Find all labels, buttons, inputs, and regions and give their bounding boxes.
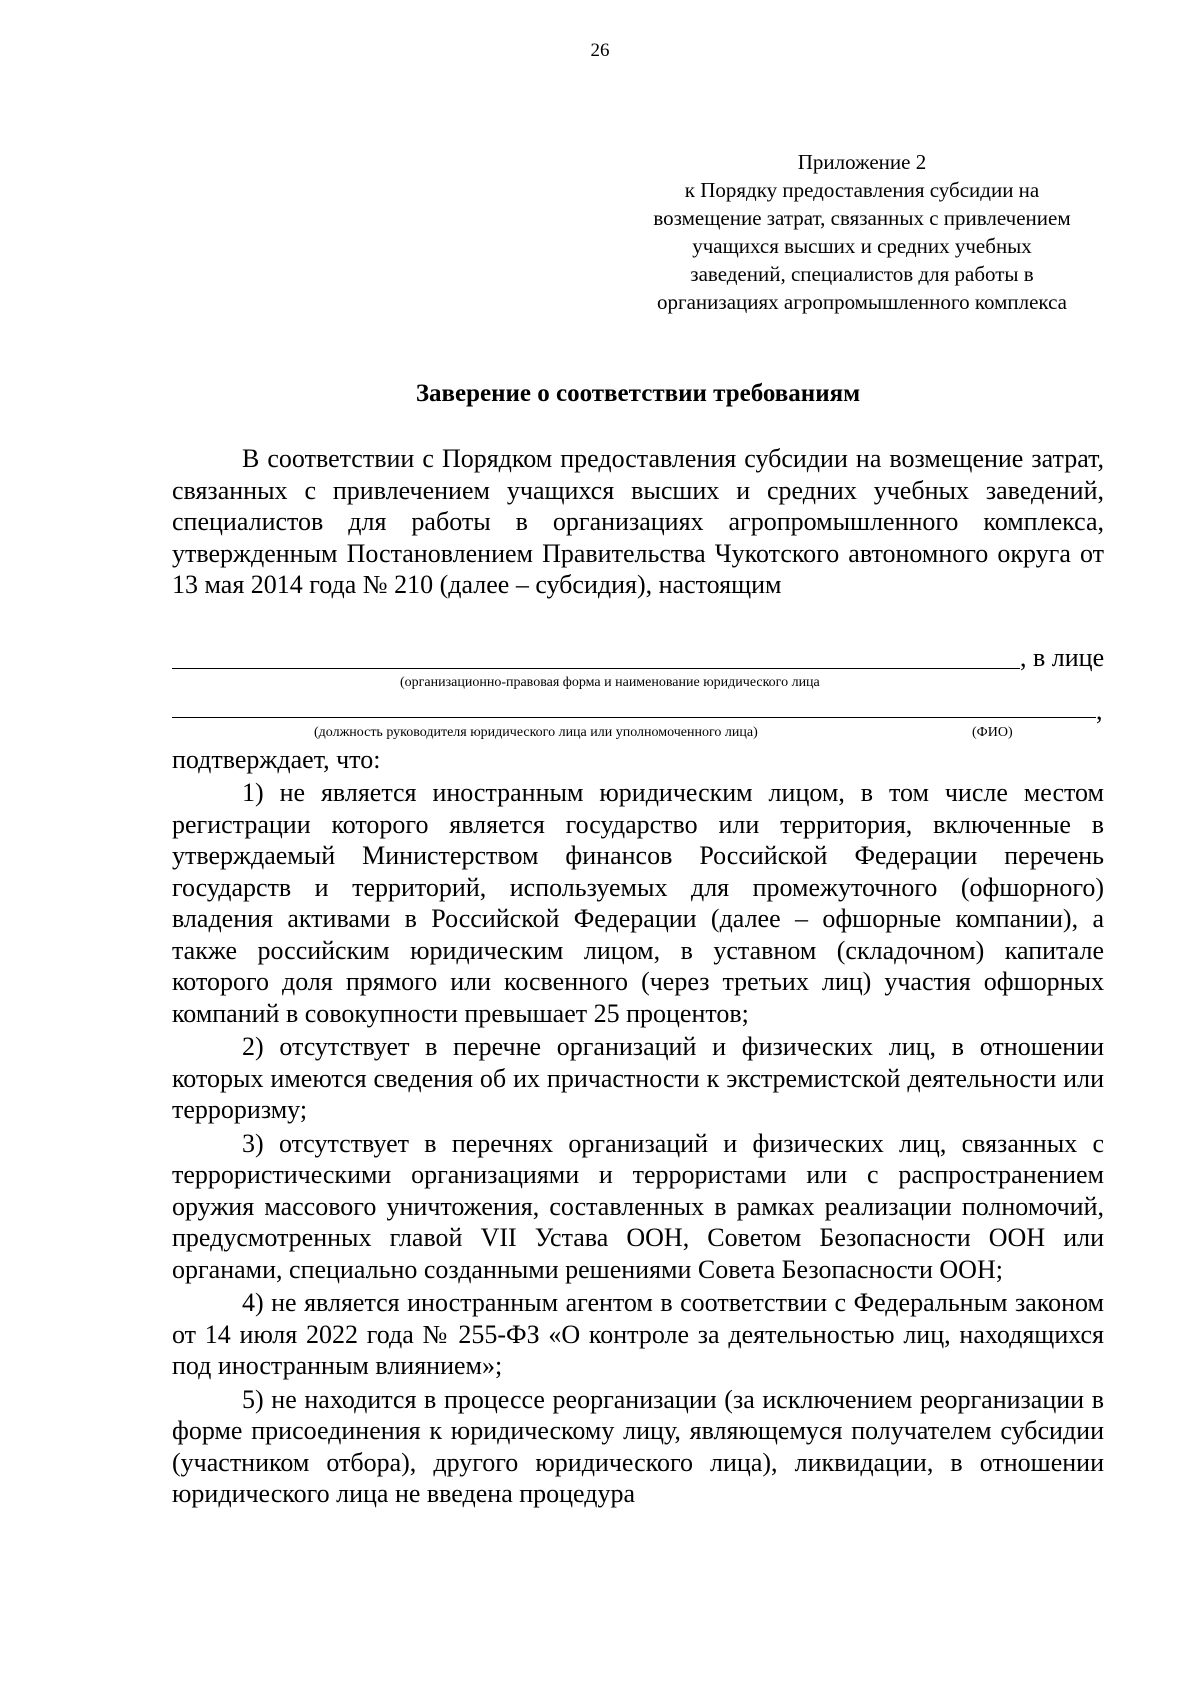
organization-line-suffix: , в лице <box>1020 643 1105 672</box>
requirement-item: 5) не находится в процессе реорганизации (за исключением реорганизации в форме присоединения к юридическому лицу, являющемуся получателем субсидии (участником отбора), другого юридического лица), ликвидации, в отношении юридического лица не введена процедура <box>172 1384 1104 1508</box>
appendix-line: к Порядку предоставления субсидии на <box>684 178 1040 202</box>
appendix-line: организациях агропромышленного комплекса <box>656 290 1067 314</box>
requirements-list <box>172 777 1104 1512</box>
intro-paragraph: В соответствии с Порядком предоставления субсидии на возмещение затрат, связанных с привлечением учащихся высших и средних учебных заведений, специалистов для работы в организациях агропромышленного комплекса, утвержденным Постановлением Правительства Чукотского автономного округа от 13 мая 2014 года № 210 (далее – субсидия), настоящим <box>172 444 1104 599</box>
representative-blank[interactable] <box>172 717 1096 718</box>
requirement-item: 4) не является иностранным агентом в соответствии с Федеральным законом от 14 июля 2022 года № 255-ФЗ «О контроле за деятельностью лиц, находящихся под иностранным влиянием»; <box>172 1288 1104 1380</box>
appendix-line: возмещение затрат, связанных с привлечением <box>653 206 1071 230</box>
appendix-line: заведений, специалистов для работы в <box>690 262 1034 286</box>
appendix-line: Приложение 2 <box>797 150 927 174</box>
requirement-item: 3) отсутствует в перечнях организаций и физических лиц, связанных с террористическими организациями и террористами или с распространением оружия массового уничтожения, составленных в рамках реализации полномочий, предусмотренных главой VII Устава ООН, Советом Безопасности ООН или органами, специально созданными решениями Совета Безопасности ООН; <box>172 1128 1104 1284</box>
confirms-text: подтверждает, что: <box>172 745 381 774</box>
representative-position-caption: (должность руководителя юридического лица или уполномоченного лица) <box>314 725 758 740</box>
requirement-item: 1) не является иностранным юридическим лицом, в том числе местом регистрации которого является государство или территория, включенные в утверждаемый Министерством финансов Российской Федерации перечень государств и территорий, используемых для промежуточного (офшорного) владения активами в Российской Федерации (далее – офшорные компании), а также российским юридическим лицом, в уставном (складочном) капитале которого доля прямого или косвенного (через третьих лиц) участия офшорных компаний в совокупности превышает 25 процентов; <box>172 778 1104 1028</box>
appendix-line: учащихся высших и средних учебных <box>692 234 1032 258</box>
requirement-item: 2) отсутствует в перечне организаций и физических лиц, в отношении которых имеются сведения об их причастности к экстремистской деятельности или терроризму; <box>172 1032 1104 1124</box>
organization-name-caption: (организационно-правовая форма и наименование юридического лица <box>400 675 820 690</box>
organization-name-blank[interactable] <box>172 668 1020 669</box>
page-number: 26 <box>590 40 610 61</box>
document-title: Заверение о соответствии требованиям <box>415 380 861 407</box>
representative-name-caption: (ФИО) <box>972 725 1013 740</box>
appendix-header <box>620 148 1104 316</box>
representative-line-suffix: , <box>1096 696 1103 725</box>
